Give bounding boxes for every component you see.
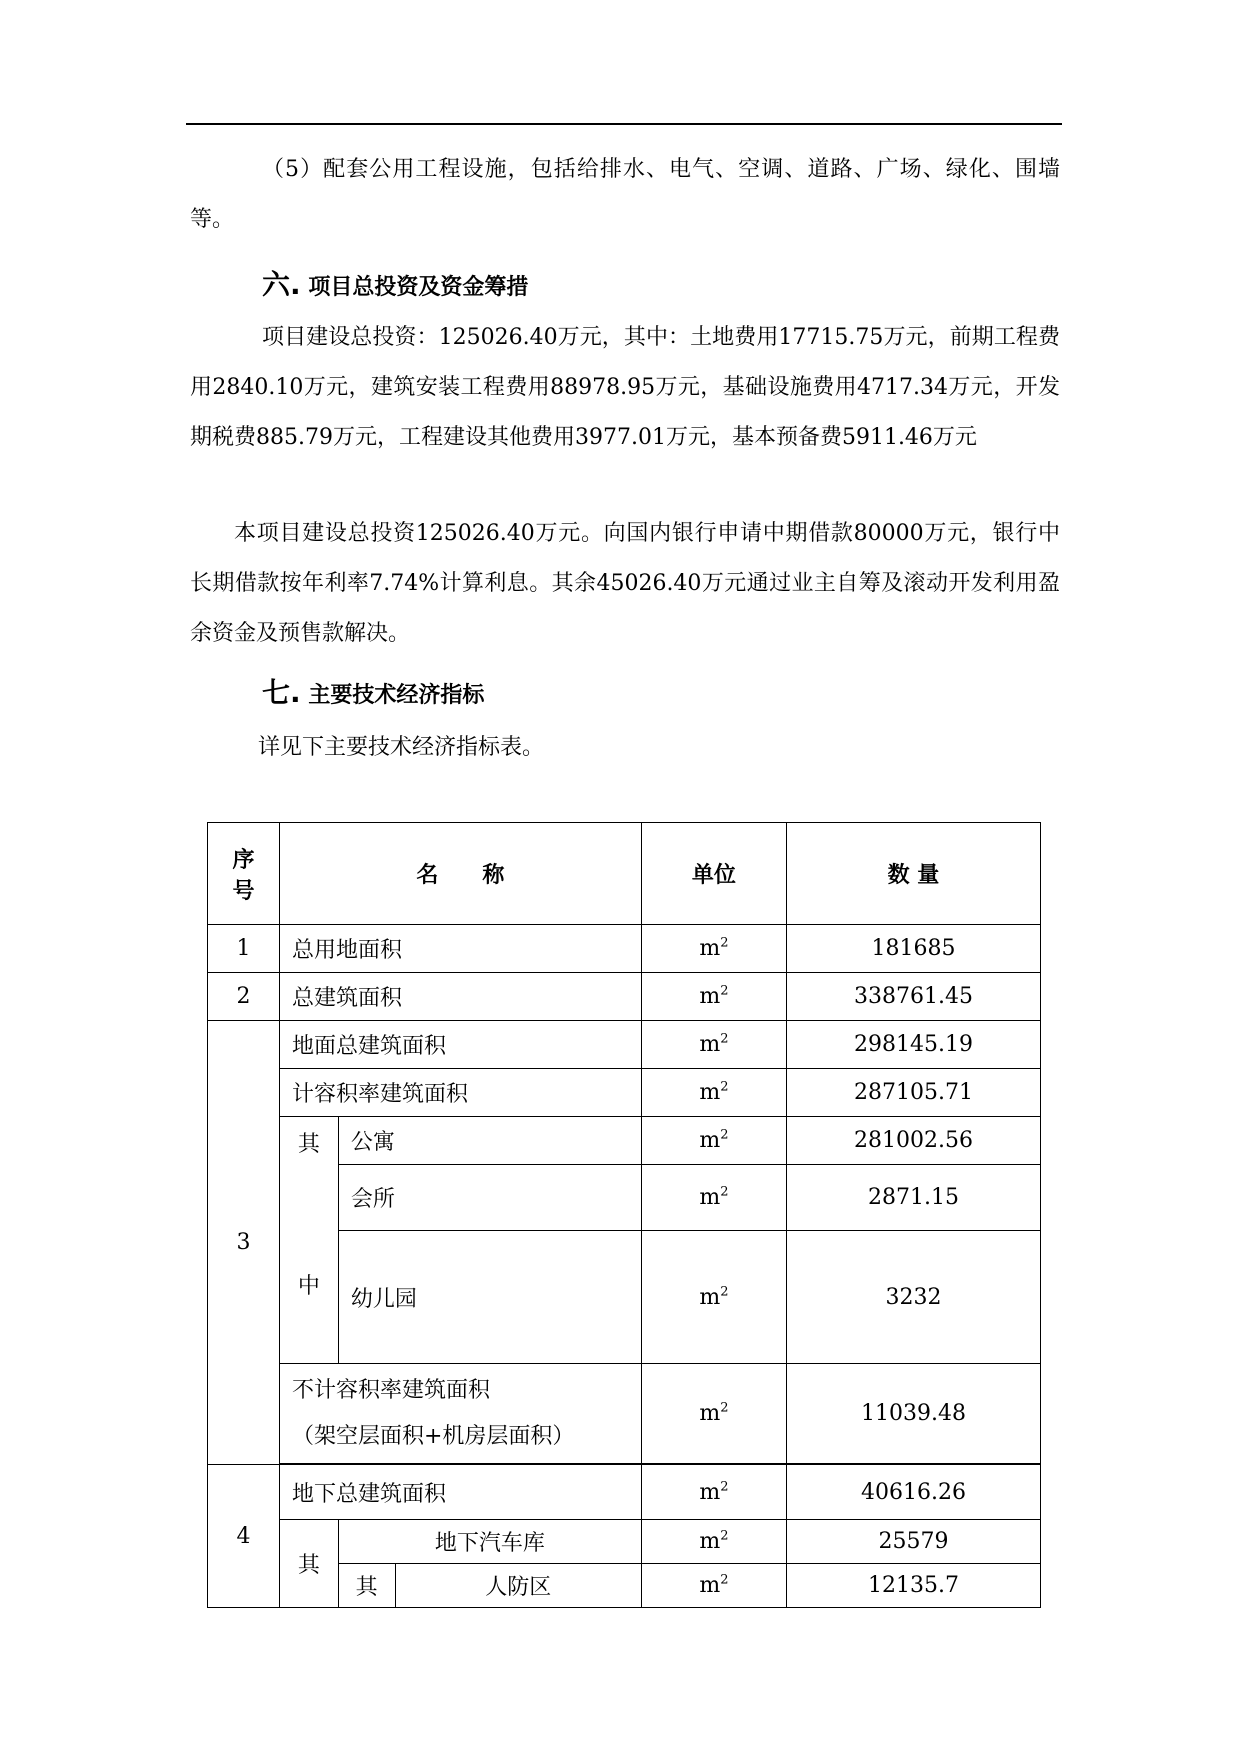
- header-quantity: 数 量: [786, 823, 1040, 925]
- table-row: [208, 1520, 1041, 1564]
- table-row: [208, 925, 1041, 973]
- table-row: [208, 1021, 1041, 1069]
- quantity-cell: 3232: [786, 1231, 1040, 1364]
- quantity-cell: 181685: [786, 925, 1040, 973]
- unit-cell: $m^2$: [641, 1231, 786, 1364]
- section-6-paragraph-1: 项目建设总投资：125026.40万元，其中：土地费用17715.75万元，前期工程费用2840.10万元，建筑安装工程费用88978.95万元，基础设施费用4717.34万元，开发期税费885.79万元，工程建设其他费用3977.01万元，基本预备费5911.46万元: [190, 325, 1060, 450]
- quantity-cell: 2871.15: [786, 1165, 1040, 1231]
- name-cell: 会所: [338, 1165, 641, 1231]
- unit-cell: $m^2$: [641, 1069, 786, 1117]
- table-row: [208, 973, 1041, 1021]
- header-rule: [186, 123, 1062, 125]
- header-name: 名 称: [279, 823, 641, 925]
- header-unit: 单位: [641, 823, 786, 925]
- table-row: [208, 1117, 1041, 1165]
- name-cell: 地下汽车库: [338, 1520, 641, 1564]
- sub-label-cell: 其: [338, 1564, 395, 1608]
- name-cell: 公寓: [338, 1117, 641, 1165]
- header-seq: 序 号: [208, 823, 280, 925]
- unit-cell: $m^2$: [641, 1364, 786, 1464]
- quantity-cell: 281002.56: [786, 1117, 1040, 1165]
- unit-cell: $m^2$: [641, 925, 786, 973]
- table-row: [208, 1465, 1041, 1520]
- seq-cell: 1: [208, 925, 280, 973]
- intro-item-5: （5）配套公用工程设施，包括给排水、电气、空调、道路、广场、绿化、围墙等。: [190, 157, 1060, 232]
- name-cell: 地面总建筑面积: [279, 1021, 641, 1069]
- section-7-title: 主要技术经济指标: [308, 683, 485, 708]
- seq-cell: 3: [208, 1021, 280, 1465]
- unit-cell: $m^2$: [641, 1165, 786, 1231]
- seq-cell: 4: [208, 1465, 280, 1608]
- section-6-number: 六.: [262, 268, 301, 301]
- quantity-cell: 11039.48: [786, 1364, 1040, 1464]
- technical-economic-indicator-table: [207, 822, 1041, 1608]
- unit-cell: $m^2$: [641, 1520, 786, 1564]
- table-row: [208, 1069, 1041, 1117]
- sub-label-cell: 其: [279, 1520, 338, 1608]
- name-cell: 幼儿园: [338, 1231, 641, 1364]
- name-cell: 地下总建筑面积: [279, 1465, 641, 1520]
- unit-cell: $m^2$: [641, 973, 786, 1021]
- table-row: [208, 1364, 1041, 1464]
- section-6-paragraph-2: 本项目建设总投资125026.40万元。向国内银行申请中期借款80000万元，银行中长期借款按年利率7.74%计算利息。其余45026.40万元通过业主自筹及滚动开发利用盈余资金及预售款解决。: [190, 521, 1060, 646]
- unit-cell: $m^2$: [641, 1465, 786, 1520]
- section-7-number: 七.: [262, 676, 301, 709]
- name-cell: 计容积率建筑面积: [279, 1069, 641, 1117]
- quantity-cell: 338761.45: [786, 973, 1040, 1021]
- seq-cell: 2: [208, 973, 280, 1021]
- sub-label-cell: 其 中: [279, 1117, 338, 1364]
- section-6-heading: [262, 263, 528, 303]
- name-cell: 不计容积率建筑面积 （架空层面积+机房层面积）: [279, 1364, 641, 1464]
- unit-cell: $m^2$: [641, 1021, 786, 1069]
- quantity-cell: 25579: [786, 1520, 1040, 1564]
- quantity-cell: 298145.19: [786, 1021, 1040, 1069]
- quantity-cell: 287105.71: [786, 1069, 1040, 1117]
- quantity-cell: 40616.26: [786, 1465, 1040, 1520]
- section-7-heading: [262, 671, 484, 711]
- unit-cell: $m^2$: [641, 1564, 786, 1608]
- name-cell: 总建筑面积: [279, 973, 641, 1021]
- name-cell: 人防区: [395, 1564, 641, 1608]
- quantity-cell: 12135.7: [786, 1564, 1040, 1608]
- section-7-paragraph-1: 详见下主要技术经济指标表。: [258, 735, 545, 760]
- name-cell: 总用地面积: [279, 925, 641, 973]
- unit-cell: $m^2$: [641, 1117, 786, 1165]
- table-header-row: [208, 823, 1041, 925]
- section-6-title: 项目总投资及资金筹措: [308, 275, 529, 300]
